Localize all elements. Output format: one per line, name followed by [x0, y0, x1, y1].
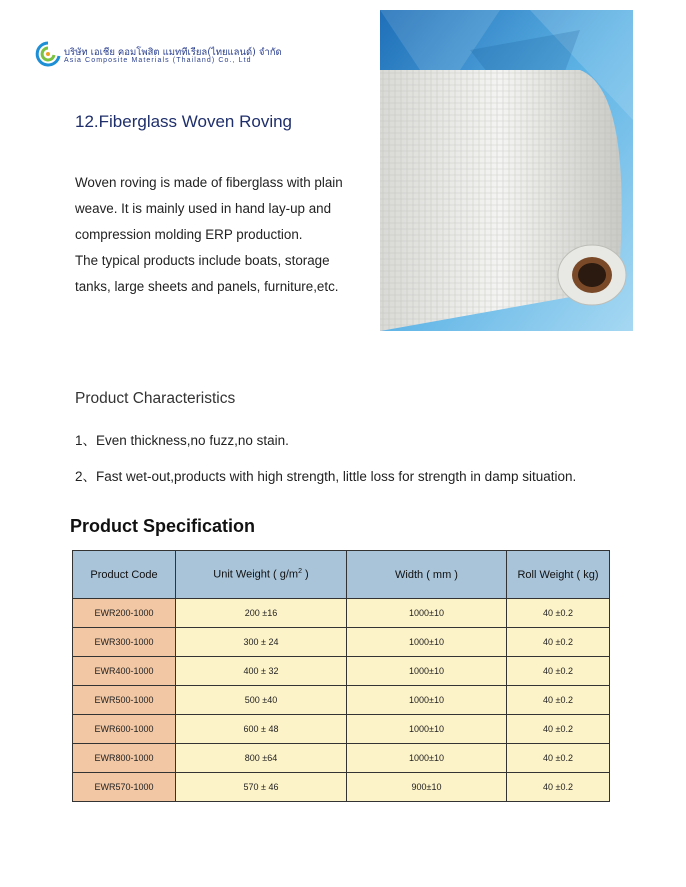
table-header-row — [73, 551, 610, 599]
cell-roll: 40 ±0.2 — [507, 599, 610, 628]
product-photo — [380, 10, 633, 331]
logo-swirl-icon — [34, 40, 62, 68]
specification-heading: Product Specification — [70, 516, 256, 536]
cell-weight: 600 ± 48 — [176, 715, 347, 744]
characteristics-heading: Product Characteristics — [75, 390, 236, 407]
cell-code: EWR400-1000 — [73, 657, 176, 686]
description-line: tanks, large sheets and panels, furniture,etc. — [75, 279, 339, 294]
description-line: Woven roving is made of fiberglass with plain — [75, 175, 343, 190]
cell-weight: 200 ±16 — [176, 599, 347, 628]
cell-code: EWR500-1000 — [73, 686, 176, 715]
company-logo — [34, 40, 284, 70]
cell-roll: 40 ±0.2 — [507, 773, 610, 802]
cell-weight: 800 ±64 — [176, 744, 347, 773]
product-description — [75, 170, 375, 300]
cell-weight: 570 ± 46 — [176, 773, 347, 802]
cell-width: 1000±10 — [347, 715, 507, 744]
characteristic-item: 2、Fast wet-out,products with high strength, little loss for strength in damp situation. — [75, 469, 577, 484]
company-name-thai: บริษัท เอเชีย คอมโพสิต แมททีเรียล(ไทยแลนด์) จำกัด — [64, 47, 282, 58]
cell-roll: 40 ±0.2 — [507, 715, 610, 744]
table-row — [73, 744, 610, 773]
description-line: compression molding ERP production. — [75, 227, 303, 242]
characteristic-item: 1、Even thickness,no fuzz,no stain. — [75, 433, 289, 448]
cell-code: EWR570-1000 — [73, 773, 176, 802]
header-unit-weight: Unit Weight ( $g/m^2$ ) — [176, 551, 347, 599]
cell-roll: 40 ±0.2 — [507, 657, 610, 686]
table-row — [73, 599, 610, 628]
cell-roll: 40 ±0.2 — [507, 628, 610, 657]
cell-code: EWR800-1000 — [73, 744, 176, 773]
header-width: Width ( mm ) — [347, 551, 507, 599]
cell-weight: 400 ± 32 — [176, 657, 347, 686]
company-name-english: Asia Composite Materials (Thailand) Co., Ltd — [64, 57, 252, 64]
cell-width: 1000±10 — [347, 686, 507, 715]
header-roll-weight: Roll Weight ( kg) — [507, 551, 610, 599]
cell-roll: 40 ±0.2 — [507, 744, 610, 773]
table-row — [73, 628, 610, 657]
cell-width: 900±10 — [347, 773, 507, 802]
cell-code: EWR200-1000 — [73, 599, 176, 628]
cell-width: 1000±10 — [347, 599, 507, 628]
description-line: The typical products include boats, storage — [75, 253, 330, 268]
cell-weight: 300 ± 24 — [176, 628, 347, 657]
cell-weight: 500 ±40 — [176, 686, 347, 715]
cell-roll: 40 ±0.2 — [507, 686, 610, 715]
cell-code: EWR600-1000 — [73, 715, 176, 744]
description-line: weave. It is mainly used in hand lay-up and — [75, 201, 332, 216]
cell-width: 1000±10 — [347, 744, 507, 773]
cell-width: 1000±10 — [347, 628, 507, 657]
table-row — [73, 773, 610, 802]
table-row — [73, 657, 610, 686]
cell-width: 1000±10 — [347, 657, 507, 686]
cell-code: EWR300-1000 — [73, 628, 176, 657]
table-row — [73, 715, 610, 744]
specification-table — [72, 550, 610, 802]
product-title: 12.Fiberglass Woven Roving — [75, 112, 293, 131]
header-product-code: Product Code — [73, 551, 176, 599]
table-row — [73, 686, 610, 715]
